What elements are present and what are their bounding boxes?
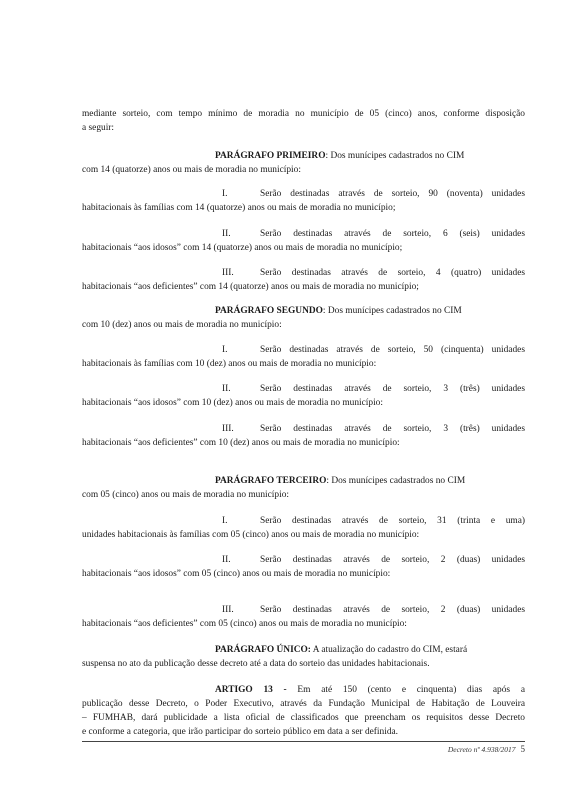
item-number: III. bbox=[222, 424, 234, 434]
item-number: III. bbox=[222, 268, 234, 278]
item-text: Serão destinadas através de sorteio, 2 (duas) unidades bbox=[260, 555, 525, 565]
intro-paragraph bbox=[82, 107, 525, 135]
article-text: – FUMHAB, dará publicidade a lista oficial de classificados que preencham os requisitos desse Decreto bbox=[82, 713, 525, 723]
paragraph-heading: PARÁGRAFO TERCEIRO bbox=[215, 476, 327, 486]
item-number: III. bbox=[222, 605, 234, 615]
paragraph-text: suspensa no ato da publicação desse decreto até a data do sorteio das unidades habitacionais. bbox=[82, 659, 430, 669]
list-item bbox=[82, 422, 525, 450]
item-text: habitacionais às famílias com 10 (dez) anos ou mais de moradia no município: bbox=[82, 359, 377, 369]
item-number: II. bbox=[222, 555, 231, 565]
item-text: habitacionais “aos deficientes” com 10 (dez) anos ou mais de moradia no município: bbox=[82, 438, 400, 448]
paragraph-text: A atualização do cadastro do CIM, estará bbox=[310, 645, 468, 655]
item-text: Serão destinadas através de sorteio, 2 (duas) unidades bbox=[260, 605, 525, 615]
item-text: habitacionais “aos deficientes” com 05 (cinco) anos ou mais de moradia no município: bbox=[82, 619, 407, 629]
item-number: I. bbox=[222, 345, 228, 355]
paragrafo-primeiro bbox=[82, 149, 525, 177]
article-text: publicação desse Decreto, o Poder Executivo, através da Fundação Municipal de Habitação de Louveira bbox=[82, 699, 525, 709]
paragrafo-unico bbox=[82, 643, 525, 671]
item-text: Serão destinadas através de sorteio, 4 (quatro) unidades bbox=[260, 268, 525, 278]
item-number: II. bbox=[222, 384, 231, 394]
list-item bbox=[82, 227, 525, 255]
paragraph-text: : Dos munícipes cadastrados no CIM bbox=[322, 306, 462, 316]
item-text: Serão destinadas através de sorteio, 6 (seis) unidades bbox=[260, 229, 525, 239]
list-item bbox=[82, 343, 525, 371]
list-item bbox=[82, 382, 525, 410]
paragraph-text: com 10 (dez) anos ou mais de moradia no município: bbox=[82, 320, 282, 330]
footer-rule bbox=[82, 741, 525, 742]
page-footer bbox=[448, 744, 525, 754]
item-text: habitacionais às famílias com 14 (quatorze) anos ou mais de moradia no município; bbox=[82, 203, 396, 213]
item-text: habitacionais “aos idosos” com 05 (cinco) anos ou mais de moradia no município: bbox=[82, 569, 391, 579]
list-item bbox=[82, 187, 525, 215]
item-text: unidades habitacionais às famílias com 05 (cinco) anos ou mais de moradia no município: bbox=[82, 530, 420, 540]
paragraph-text: com 05 (cinco) anos ou mais de moradia no município: bbox=[82, 490, 289, 500]
paragraph-heading: PARÁGRAFO ÚNICO: bbox=[215, 645, 311, 655]
item-number: II. bbox=[222, 229, 231, 239]
paragraph-text: : Dos munícipes cadastrados no CIM bbox=[326, 476, 466, 486]
intro-line: mediante sorteio, com tempo mínimo de moradia no município de 05 (cinco) anos, conforme disposição bbox=[82, 109, 525, 119]
item-number: I. bbox=[222, 189, 228, 199]
paragrafo-segundo bbox=[82, 304, 525, 332]
item-text: Serão destinadas através de sorteio, 3 (três) unidades bbox=[260, 384, 525, 394]
article-heading: ARTIGO 13 - bbox=[215, 685, 287, 695]
item-text: habitacionais “aos deficientes” com 14 (quatorze) anos ou mais de moradia no município; bbox=[82, 282, 419, 292]
item-text: Serão destinadas através de sorteio, 3 (três) unidades bbox=[260, 424, 525, 434]
item-text: Serão destinadas através de sorteio, 31 (trinta e uma) bbox=[260, 516, 525, 526]
list-item bbox=[82, 553, 525, 581]
page-number: 5 bbox=[520, 744, 525, 754]
item-text: Serão destinadas através de sorteio, 90 (noventa) unidades bbox=[260, 189, 525, 199]
list-item bbox=[82, 603, 525, 631]
paragraph-heading: PARÁGRAFO PRIMEIRO bbox=[215, 151, 326, 161]
list-item bbox=[82, 266, 525, 294]
item-text: habitacionais “aos idosos” com 14 (quatorze) anos ou mais de moradia no município; bbox=[82, 243, 403, 253]
paragraph-text: : Dos munícipes cadastrados no CIM bbox=[325, 151, 465, 161]
paragrafo-terceiro bbox=[82, 474, 525, 502]
item-text: Serão destinadas através de sorteio, 50 (cinquenta) unidades bbox=[260, 345, 525, 355]
paragraph-text: com 14 (quatorze) anos ou mais de moradia no município: bbox=[82, 165, 301, 175]
article-text: Em até 150 (cento e cinquenta) dias após a bbox=[286, 685, 525, 695]
decree-reference: Decreto nº 4.938/2017 bbox=[447, 745, 516, 754]
intro-line: a seguir: bbox=[82, 123, 115, 133]
paragraph-heading: PARÁGRAFO SEGUNDO bbox=[215, 306, 323, 316]
list-item bbox=[82, 514, 525, 542]
artigo-13 bbox=[82, 683, 525, 739]
article-text: e conforme a categoria, que irão participar do sorteio público em data a ser definida. bbox=[82, 727, 399, 737]
item-text: habitacionais “aos idosos” com 10 (dez) anos ou mais de moradia no município: bbox=[82, 398, 383, 408]
item-number: I. bbox=[222, 516, 228, 526]
